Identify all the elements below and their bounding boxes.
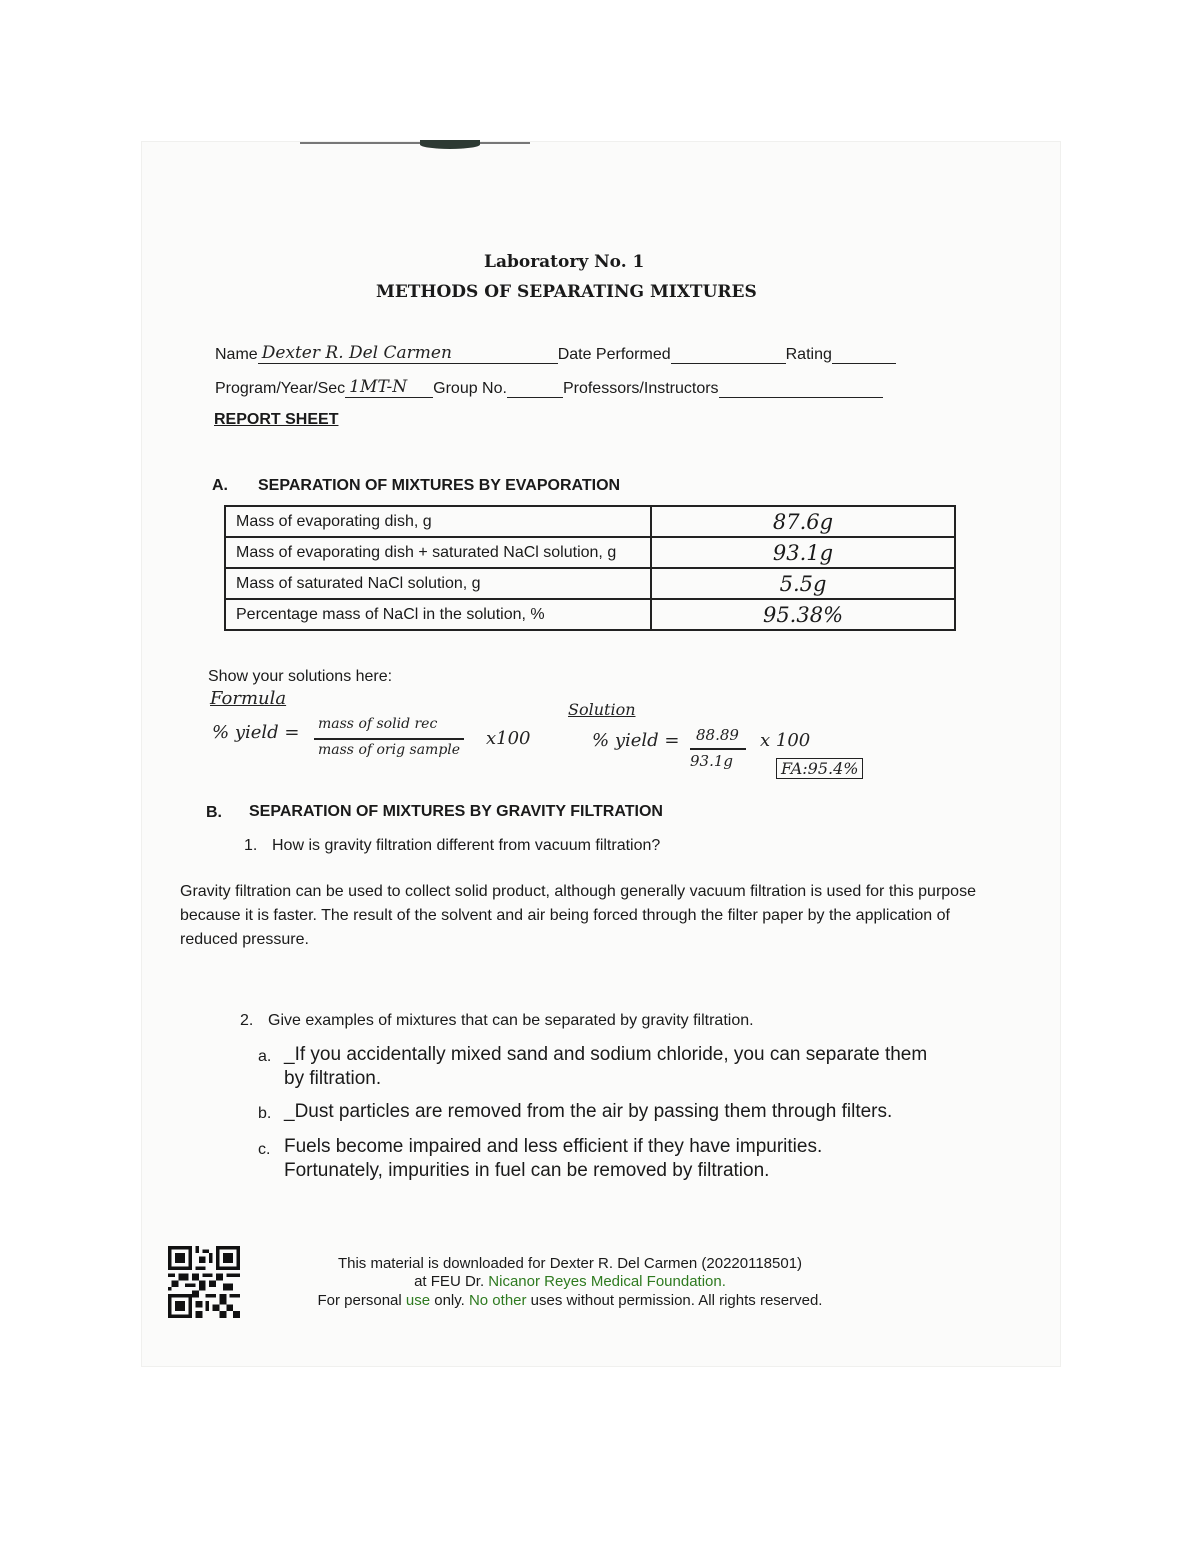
table-row (225, 599, 955, 630)
formula-denominator: mass of orig sample (318, 742, 461, 758)
row-label: Mass of evaporating dish + saturated NaCl solution, g (225, 537, 651, 568)
question-2: Give examples of mixtures that can be separated by gravity filtration. (268, 1012, 754, 1029)
formula-multiplier: x100 (486, 728, 531, 749)
footer-line-2: at FEU Dr. Nicanor Reyes Medical Foundation. (414, 1273, 726, 1290)
report-sheet-heading: REPORT SHEET (214, 411, 339, 428)
formula-fraction-bar (314, 738, 464, 740)
table-row (225, 537, 955, 568)
section-a-title: SEPARATION OF MIXTURES BY EVAPORATION (258, 477, 621, 494)
row-value[interactable]: 87.6g (651, 506, 955, 537)
program-field[interactable] (345, 379, 433, 398)
prof-field[interactable] (719, 379, 883, 398)
question-1-number: 1. (244, 837, 258, 854)
example-letter: b. (258, 1105, 272, 1122)
final-answer-box: FA:95.4% (776, 758, 863, 779)
table-row (225, 506, 955, 537)
name-value: Dexter R. Del Carmen (261, 343, 452, 363)
evaporation-table (224, 505, 956, 631)
solution-denominator: 93.1g (690, 752, 734, 770)
footer-line-3: For personal use only. No other uses without permission. All rights reserved. (317, 1292, 823, 1309)
answer-1: Gravity filtration can be used to collect solid product, although generally vacuum filtration is used for this purpose because it is faster. The result of the solvent and air being forced through the filter paper by the application of reduced pressure. (180, 883, 976, 948)
solutions-prompt: Show your solutions here: (208, 668, 393, 685)
paper-top-mark (420, 140, 480, 149)
example-item: _If you accidentally mixed sand and sodium chloride, you can separate them by filtration. (284, 1044, 928, 1089)
program-value: 1MT-N (349, 377, 408, 397)
footer-line-1: This material is downloaded for Dexter R. Del Carmen (20220118501) (337, 1255, 803, 1272)
formula-label: Formula (210, 688, 287, 709)
row-label: Mass of evaporating dish, g (225, 506, 651, 537)
row-label: Mass of saturated NaCl solution, g (225, 568, 651, 599)
example-item: _Dust particles are removed from the air by passing them through filters. (284, 1101, 893, 1122)
solution-label: Solution (568, 700, 636, 719)
example-item: Fuels become impaired and less efficient if they have impurities. Fortunately, impurities in fuel can be removed by filtration. (284, 1136, 823, 1181)
paper-top-line (300, 142, 530, 144)
example-letter: c. (258, 1141, 271, 1158)
solution-multiplier: x 100 (760, 730, 811, 751)
row-value[interactable]: 5.5g (651, 568, 955, 599)
row-value[interactable]: 95.38% (651, 599, 955, 630)
example-letter: a. (258, 1048, 272, 1065)
formula-lhs: % yield = (212, 722, 300, 743)
table-row (225, 568, 955, 599)
date-field[interactable] (671, 345, 786, 364)
section-b-title: SEPARATION OF MIXTURES BY GRAVITY FILTRATION (249, 803, 663, 820)
info-row-1 (215, 345, 896, 364)
name-label: Name (215, 346, 258, 363)
group-label: Group No. (433, 380, 507, 397)
group-field[interactable] (507, 379, 563, 398)
formula-numerator: mass of solid rec (318, 716, 438, 732)
question-1: How is gravity filtration different from vacuum filtration? (272, 837, 661, 854)
date-label: Date Performed (557, 346, 671, 363)
question-2-number: 2. (240, 1012, 254, 1029)
qr-code-icon (168, 1246, 240, 1318)
section-b-letter: B. (206, 804, 222, 821)
prof-label: Professors/Instructors (562, 380, 719, 397)
rating-field[interactable] (832, 345, 896, 364)
solution-lhs: % yield = (592, 730, 680, 751)
row-label: Percentage mass of NaCl in the solution, % (225, 599, 651, 630)
info-row-2 (215, 379, 883, 398)
lab-number: Laboratory No. 1 (484, 252, 645, 272)
solution-numerator: 88.89 (696, 726, 739, 744)
program-label: Program/Year/Sec (215, 380, 346, 397)
page-title: METHODS OF SEPARATING MIXTURES (376, 282, 757, 302)
section-a-letter: A. (212, 477, 228, 494)
rating-label: Rating (785, 346, 832, 363)
row-value[interactable]: 93.1g (651, 537, 955, 568)
name-field[interactable] (258, 345, 558, 364)
solution-fraction-bar (690, 748, 746, 750)
